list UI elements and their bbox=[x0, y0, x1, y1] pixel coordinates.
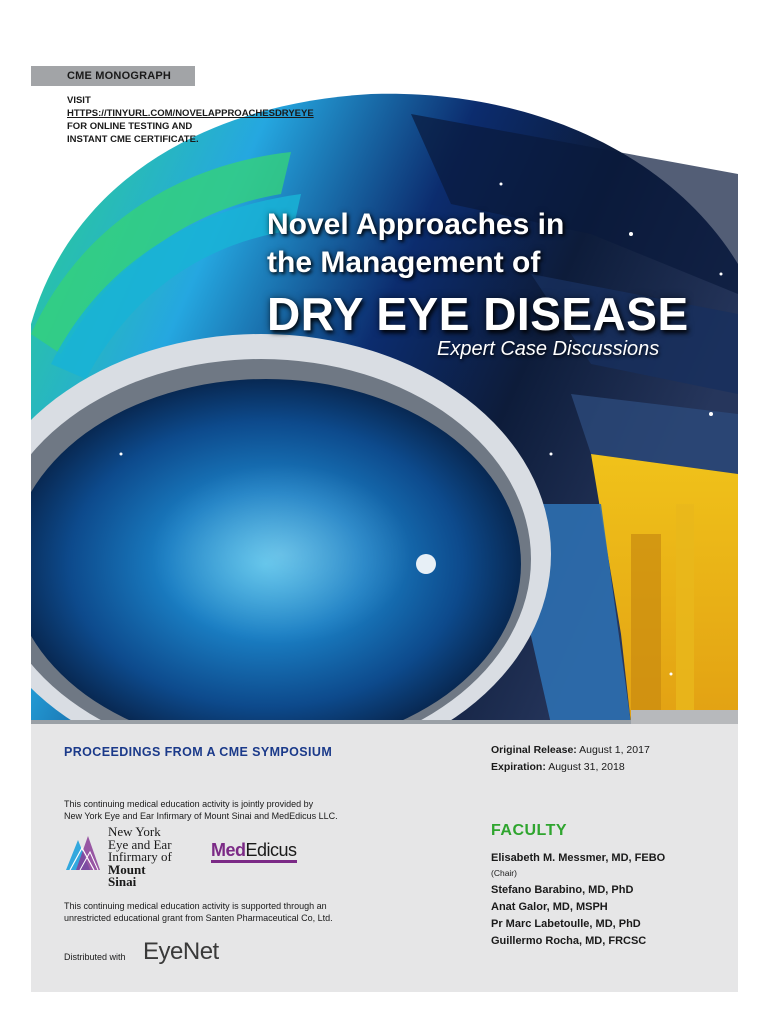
expiration-value: August 31, 2018 bbox=[548, 761, 625, 773]
nyee-line-4: Mount bbox=[108, 861, 146, 877]
online-testing-text: FOR ONLINE TESTING AND bbox=[67, 121, 193, 132]
mount-sinai-mark-icon bbox=[64, 830, 104, 874]
subtitle: Expert Case Discussions bbox=[437, 338, 660, 360]
title-line-1: Novel Approaches in bbox=[267, 208, 565, 241]
faculty-heading: FACULTY bbox=[491, 822, 568, 839]
medEdicus-underline bbox=[211, 860, 297, 863]
original-release bbox=[491, 742, 650, 759]
grant-line-1: This continuing medical education activity is supported through an bbox=[64, 901, 327, 911]
release-dates bbox=[491, 742, 650, 776]
title-block bbox=[267, 206, 727, 342]
info-section bbox=[31, 724, 738, 992]
visit-instructions bbox=[67, 94, 387, 146]
faculty-list bbox=[491, 850, 731, 950]
grant-text bbox=[64, 900, 384, 924]
nyee-line-5: Sinai bbox=[108, 874, 137, 889]
distributed-with-label: Distributed with bbox=[64, 952, 126, 962]
faculty-member: Stefano Barabino, MD, PhD bbox=[491, 884, 634, 896]
cme-monograph-tag: CME MONOGRAPH bbox=[31, 66, 195, 86]
cover-illustration bbox=[31, 34, 738, 724]
faculty-member: Guillermo Rocha, MD, FRCSC bbox=[491, 935, 647, 947]
cover-page bbox=[31, 34, 738, 992]
grant-line-2: unrestricted educational grant from Santen Pharmaceutical Co, Ltd. bbox=[64, 913, 333, 923]
joint-provider-text bbox=[64, 798, 384, 822]
nyee-line-2: Eye and Ear bbox=[108, 836, 172, 852]
eyenet-logo: EyeNet bbox=[143, 938, 219, 965]
expiration-label: Expiration: bbox=[491, 761, 546, 773]
medEdicus-part-2: Edicus bbox=[245, 840, 297, 860]
faculty-chair-note: (Chair) bbox=[491, 868, 517, 878]
title-line-2: the Management of bbox=[267, 246, 541, 279]
nyee-line-3: Infirmary of bbox=[108, 849, 172, 864]
medEdicus-logo bbox=[211, 840, 297, 863]
faculty-member: Anat Galor, MD, MSPH bbox=[491, 901, 608, 913]
original-release-value: August 1, 2017 bbox=[579, 744, 650, 756]
faculty-chair: Elisabeth M. Messmer, MD, FEBO bbox=[491, 852, 666, 864]
main-title: DRY EYE DISEASE bbox=[267, 288, 689, 340]
nyee-mount-sinai-logo bbox=[64, 824, 224, 889]
online-testing-link[interactable]: HTTPS://TINYURL.COM/NOVELAPPROACHESDRYEYE bbox=[67, 108, 314, 119]
visit-label: VISIT bbox=[67, 95, 91, 106]
expiration bbox=[491, 759, 650, 776]
faculty-member: Pr Marc Labetoulle, MD, PhD bbox=[491, 918, 641, 930]
medEdicus-part-1: Med bbox=[211, 840, 246, 860]
certificate-text: INSTANT CME CERTIFICATE. bbox=[67, 134, 199, 145]
original-release-label: Original Release: bbox=[491, 744, 577, 756]
proceedings-heading: PROCEEDINGS FROM A CME SYMPOSIUM bbox=[64, 745, 333, 759]
joint-provider-line-1: This continuing medical education activity is jointly provided by bbox=[64, 799, 314, 809]
joint-provider-line-2: New York Eye and Ear Infirmary of Mount Sinai and MedEdicus LLC. bbox=[64, 811, 338, 821]
nyee-line-1: New York bbox=[108, 824, 161, 839]
nyee-name bbox=[108, 826, 228, 889]
